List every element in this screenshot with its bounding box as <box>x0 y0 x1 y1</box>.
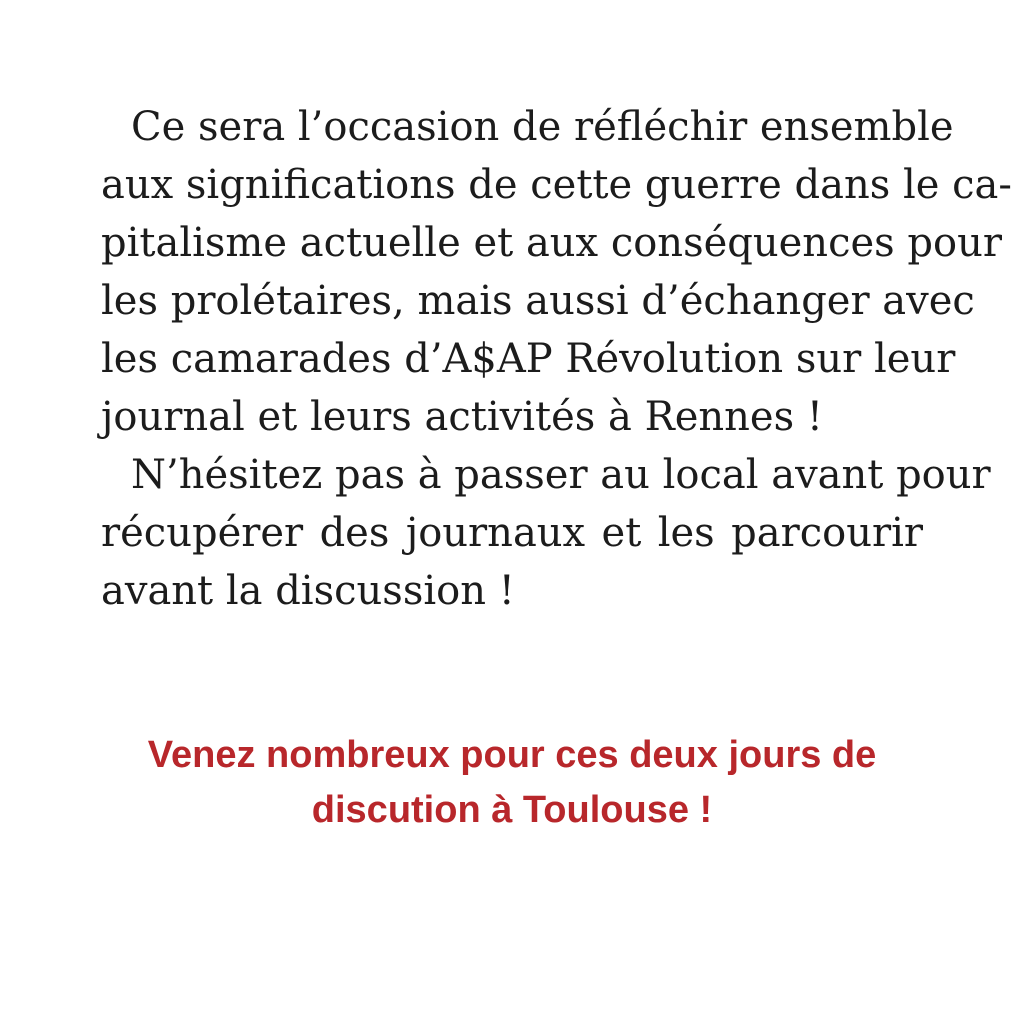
paragraph-2-line-3: avant la discussion ! <box>101 568 515 614</box>
callout-line-2: discution à Toulouse ! <box>311 789 713 831</box>
paragraph-2-line-2: récupérer des journaux et les parcourir <box>101 510 923 556</box>
callout-heading <box>70 728 954 838</box>
paragraph-1-line-1: Ce sera l’occasion de réfléchir ensemble <box>131 104 954 150</box>
paragraph-2-line-1: N’hésitez pas à passer au local avant pour <box>131 452 991 498</box>
body-paragraphs <box>101 98 1012 620</box>
paragraph-1-line-6: journal et leurs activités à Rennes ! <box>101 394 823 440</box>
paragraph-1-line-3: pitalisme actuelle et aux conséquences pour <box>101 220 1002 266</box>
paragraph-1-line-4: les prolétaires, mais aussi d’échanger avec <box>101 278 975 324</box>
callout-line-1: Venez nombreux pour ces deux jours de <box>147 734 877 776</box>
paragraph-1-line-5: les camarades d’A$AP Révolution sur leur <box>101 336 956 382</box>
paragraph-1-line-2: aux significations de cette guerre dans le ca- <box>101 162 1012 208</box>
